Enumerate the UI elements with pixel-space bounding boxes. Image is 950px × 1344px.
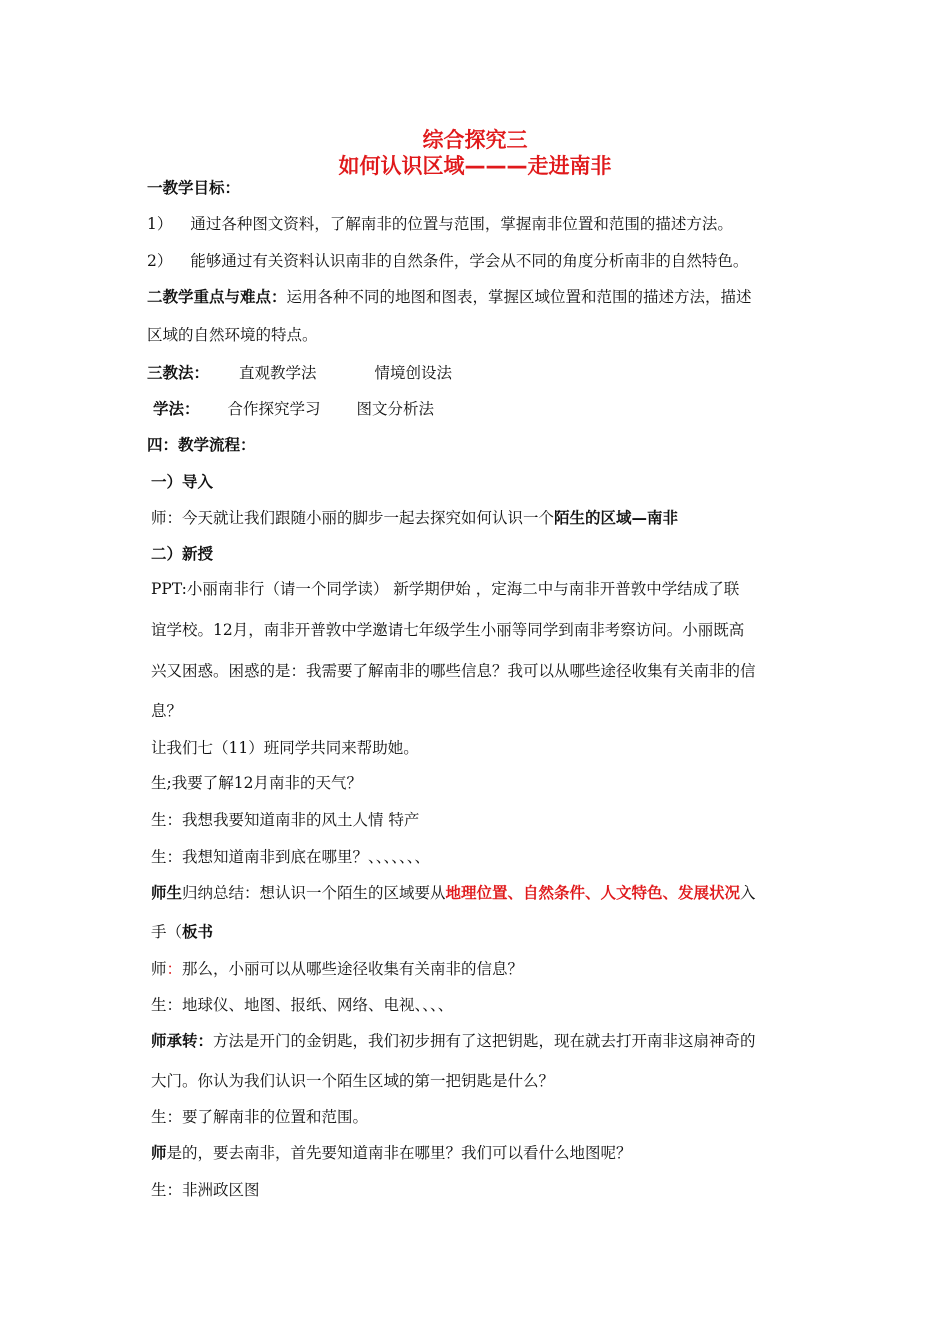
summary-line-1: 师生归纳总结：想认识一个陌生的区域要从地理位置、自然条件、人文特色、发展状况入 xyxy=(151,884,756,902)
transition-line-1: 师承转：方法是开门的金钥匙，我们初步拥有了这把钥匙，现在就去打开南非这扇神奇的 xyxy=(151,1032,756,1050)
summary-line-2: 手（板书 xyxy=(151,923,214,941)
objective-item-1: 1） 通过各种图文资料，了解南非的位置与范围，掌握南非位置和范围的描述方法。 xyxy=(147,215,733,233)
ppt-paragraph-line-2: 谊学校。12月，南非开普敦中学邀请七年级学生小丽等同学到南非考察访问。小丽既高 xyxy=(151,621,745,639)
student-answer-1: 生：地球仪、地图、报纸、网络、电视、、、、 xyxy=(151,996,454,1014)
intro-teacher-line: 师：今天就让我们跟随小丽的脚步一起去探究如何认识一个陌生的区域—南非 xyxy=(151,509,679,527)
key-points-line-2: 区域的自然环境的特点。 xyxy=(147,326,318,344)
student-answer-3: 生：非洲政区图 xyxy=(151,1181,260,1199)
section-flow-heading: 四：教学流程： xyxy=(147,436,256,454)
objective-item-2: 2） 能够通过有关资料认识南非的自然条件，学会从不同的角度分析南非的自然特色。 xyxy=(147,252,749,270)
teaching-methods: 三教法： 直观教学法 情境创设法 xyxy=(147,364,453,382)
doc-title: 综合探究三 xyxy=(422,128,528,152)
dialog-line: 让我们七（11）班同学共同来帮助她。 xyxy=(151,739,419,757)
student-answer-2: 生：要了解南非的位置和范围。 xyxy=(151,1108,369,1126)
key-points-line-1: 二教学重点与难点：运用各种不同的地图和图表，掌握区域位置和范围的描述方法，描述 xyxy=(147,288,752,306)
part-intro-heading: 一）导入 xyxy=(151,473,214,491)
teacher-question-2: 师是的，要去南非，首先要知道南非在哪里？我们可以看什么地图呢？ xyxy=(151,1144,632,1162)
dialog-line: 生：我想知道南非到底在哪里？、、、、、、、 xyxy=(151,848,431,866)
part-new-heading: 二）新授 xyxy=(151,545,214,563)
teacher-question-1: 师：那么，小丽可以从哪些途径收集有关南非的信息？ xyxy=(151,960,524,978)
dialog-line: 生;我要了解12月南非的天气？ xyxy=(151,774,362,792)
ppt-paragraph-line-4: 息？ xyxy=(151,702,183,720)
section-objectives-heading: 一教学目标： xyxy=(147,179,241,197)
ppt-paragraph-line-1: PPT:小丽南非行（请一个同学读） 新学期伊始 ，定海二中与南非开普敦中学结成了联 xyxy=(151,580,740,598)
dialog-line: 生：我想我要知道南非的风土人情 特产 xyxy=(151,811,420,829)
ppt-paragraph-line-3: 兴又困惑。困惑的是：我需要了解南非的哪些信息？我可以从哪些途径收集有关南非的信 xyxy=(151,662,756,680)
transition-line-2: 大门。你认为我们认识一个陌生区域的第一把钥匙是什么？ xyxy=(151,1072,555,1090)
learning-methods: 学法： 合作探究学习 图文分析法 xyxy=(153,400,435,418)
doc-subtitle: 如何认识区域———走进南非 xyxy=(338,154,612,178)
